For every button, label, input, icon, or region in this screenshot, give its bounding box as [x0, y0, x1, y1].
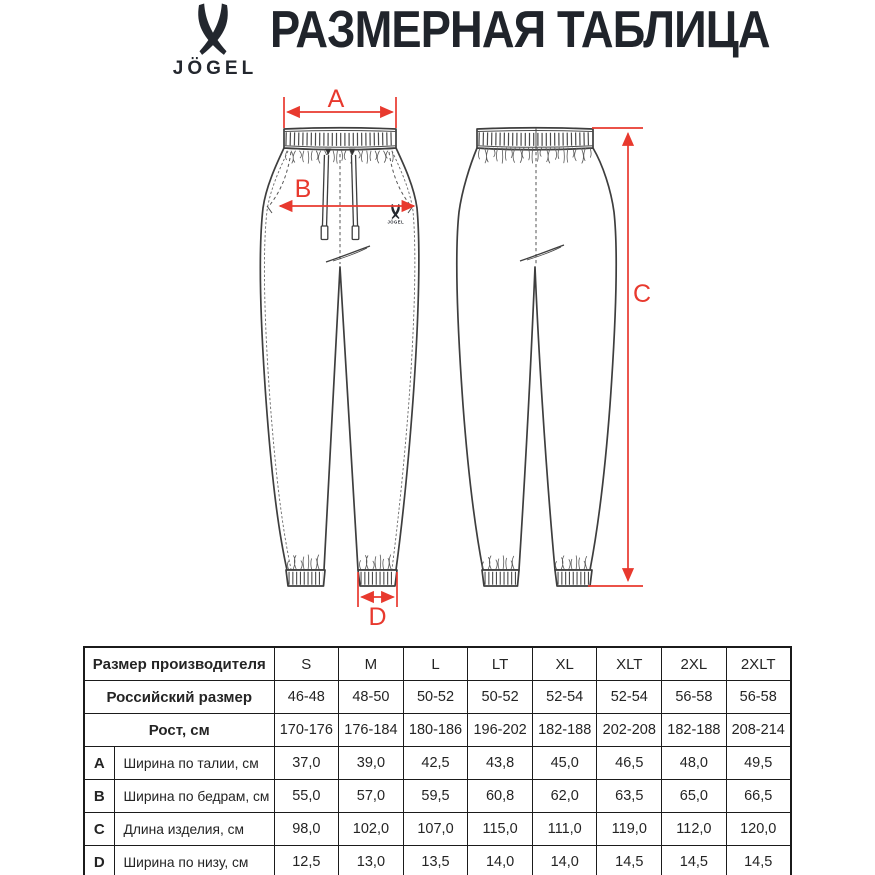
value-cell: 52-54 — [532, 681, 597, 714]
value-cell: 196-202 — [468, 714, 533, 747]
dim-label-d: D — [368, 603, 387, 631]
size-code-cell: L — [403, 647, 468, 681]
value-cell: 14,5 — [726, 846, 791, 875]
value-cell: 182-188 — [662, 714, 727, 747]
measure-label-cell: Ширина по низу, см — [114, 846, 274, 875]
value-cell: 48,0 — [662, 747, 727, 780]
value-cell: 48-50 — [339, 681, 404, 714]
garment-logo-text: JÖGEL — [387, 219, 405, 225]
value-cell: 170-176 — [274, 714, 339, 747]
table-measure-row — [84, 780, 791, 813]
measure-label-cell: Ширина по талии, см — [114, 747, 274, 780]
value-cell: 14,5 — [597, 846, 662, 875]
value-cell: 115,0 — [468, 813, 533, 846]
value-cell: 14,0 — [532, 846, 597, 875]
table-header-row — [84, 681, 791, 714]
value-cell: 13,5 — [403, 846, 468, 875]
value-cell: 14,5 — [662, 846, 727, 875]
value-cell: 57,0 — [339, 780, 404, 813]
size-code-cell: LT — [468, 647, 533, 681]
value-cell: 12,5 — [274, 846, 339, 875]
measure-label-cell: Ширина по бедрам, см — [114, 780, 274, 813]
value-cell: 56-58 — [726, 681, 791, 714]
dim-label-a: A — [327, 85, 345, 113]
table-measure-row — [84, 747, 791, 780]
value-cell: 66,5 — [726, 780, 791, 813]
measure-label-cell: Длина изделия, см — [114, 813, 274, 846]
value-cell: 182-188 — [532, 714, 597, 747]
value-cell: 60,8 — [468, 780, 533, 813]
value-cell: 98,0 — [274, 813, 339, 846]
value-cell: 202-208 — [597, 714, 662, 747]
value-cell: 56-58 — [662, 681, 727, 714]
value-cell: 55,0 — [274, 780, 339, 813]
pants-front-drawing — [260, 128, 418, 586]
value-cell: 112,0 — [662, 813, 727, 846]
value-cell: 119,0 — [597, 813, 662, 846]
value-cell: 39,0 — [339, 747, 404, 780]
size-table — [83, 646, 792, 875]
value-cell: 62,0 — [532, 780, 597, 813]
dimension-letter-cell: D — [84, 846, 114, 875]
row-label: Размер производителя — [84, 647, 274, 681]
value-cell: 107,0 — [403, 813, 468, 846]
value-cell: 50-52 — [468, 681, 533, 714]
dim-label-c: C — [632, 280, 652, 308]
value-cell: 43,8 — [468, 747, 533, 780]
table-measure-row — [84, 846, 791, 875]
row-label: Рост, см — [84, 714, 274, 747]
dimension-letter-cell: A — [84, 747, 114, 780]
dim-label-b: B — [294, 175, 312, 203]
value-cell: 46,5 — [597, 747, 662, 780]
value-cell: 59,5 — [403, 780, 468, 813]
value-cell: 46-48 — [274, 681, 339, 714]
size-code-cell: 2XL — [662, 647, 727, 681]
value-cell: 65,0 — [662, 780, 727, 813]
dimension-a — [284, 85, 396, 128]
dimension-letter-cell: B — [84, 780, 114, 813]
row-label: Российский размер — [84, 681, 274, 714]
value-cell: 50-52 — [403, 681, 468, 714]
value-cell: 63,5 — [597, 780, 662, 813]
value-cell: 208-214 — [726, 714, 791, 747]
value-cell: 49,5 — [726, 747, 791, 780]
size-code-cell: XLT — [597, 647, 662, 681]
value-cell: 180-186 — [403, 714, 468, 747]
size-code-cell: S — [274, 647, 339, 681]
value-cell: 120,0 — [726, 813, 791, 846]
value-cell: 42,5 — [403, 747, 468, 780]
size-code-cell: 2XLT — [726, 647, 791, 681]
dimension-letter-cell: C — [84, 813, 114, 846]
value-cell: 14,0 — [468, 846, 533, 875]
table-measure-row — [84, 813, 791, 846]
value-cell: 45,0 — [532, 747, 597, 780]
table-header-row — [84, 714, 791, 747]
table-header-row — [84, 647, 791, 681]
value-cell: 52-54 — [597, 681, 662, 714]
value-cell: 176-184 — [339, 714, 404, 747]
value-cell: 13,0 — [339, 846, 404, 875]
jogel-wordmark: JÖGEL — [172, 58, 258, 79]
value-cell: 111,0 — [532, 813, 597, 846]
page-title: РАЗМЕРНАЯ ТАБЛИЦА — [270, 1, 770, 59]
value-cell: 37,0 — [274, 747, 339, 780]
size-code-cell: M — [339, 647, 404, 681]
value-cell: 102,0 — [339, 813, 404, 846]
size-code-cell: XL — [532, 647, 597, 681]
pants-back-drawing — [457, 128, 617, 586]
